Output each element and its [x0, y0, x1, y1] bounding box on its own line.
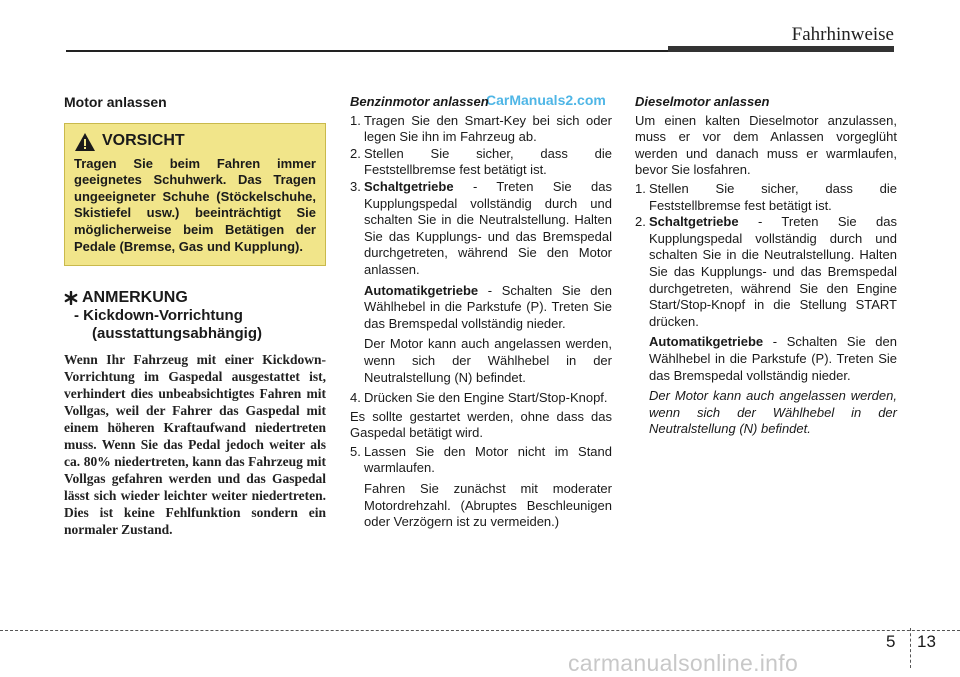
- step-number: 2.: [635, 214, 646, 230]
- petrol-automatic-note: Der Motor kann auch angelassen werden, wenn sich der Wählhebel in der Neutralstellung (N) befindet.: [364, 336, 612, 385]
- header-band: [668, 46, 894, 52]
- petrol-no-gas-note: Es sollte gestartet werden, ohne dass das Gaspedal betätigt wird.: [350, 408, 612, 441]
- automatic-text: - Schalten Sie den Wählhebel in die Parkstufe (P). Treten Sie das Bremspedal vollständig nieder.: [649, 334, 897, 383]
- step-number: 2.: [350, 145, 361, 161]
- warning-body: Tragen Sie beim Fahren immer geeignetes Schuhwerk. Das Tragen ungeeigneter Schuhe (Stöckelschuhe, Skistiefel usw.) beeinträchtigt Sie möglicherweise beim Betätigen der Pedale (Bremse, Gas und Kupplung).: [74, 155, 316, 254]
- step-keyword: Schaltgetriebe: [364, 178, 454, 194]
- column-right: [635, 94, 897, 438]
- step-keyword: Schaltgetriebe: [649, 214, 739, 230]
- step-text: Stellen Sie sicher, dass die Feststellbremse fest betätigt ist.: [649, 180, 897, 213]
- step-number: 5.: [350, 443, 361, 459]
- step-number: 4.: [350, 390, 361, 406]
- step-text-wrap: [649, 214, 897, 330]
- warning-box: [64, 123, 326, 267]
- petrol-automatic: [350, 283, 612, 333]
- note-heading-text: ANMERKUNG: [82, 289, 188, 307]
- petrol-step-4: [350, 390, 612, 407]
- diesel-automatic-note: Der Motor kann auch angelassen werden, wenn sich der Wählhebel in der Neutralstellung (N) befindet.: [649, 388, 897, 437]
- petrol-step-2: [350, 146, 612, 179]
- step-number: 1.: [635, 180, 646, 196]
- page-number: 13: [917, 632, 936, 651]
- diesel-step-2: [635, 214, 897, 330]
- section-title: Motor anlassen: [64, 94, 167, 110]
- warning-heading: [74, 132, 316, 152]
- step-text: Drücken Sie den Engine Start/Stop-Knopf.: [364, 390, 608, 406]
- step-number: 1.: [350, 112, 361, 128]
- footer-rule: [0, 630, 960, 631]
- petrol-title: Benzinmotor anlassen: [350, 94, 489, 109]
- petrol-step-5-note: Fahren Sie zunächst mit moderater Motordrehzahl. (Abruptes Beschleunigen oder Verzögern ist zu vermeiden.): [364, 481, 612, 530]
- warning-heading-text: VORSICHT: [102, 132, 185, 150]
- petrol-step-3: [350, 179, 612, 279]
- column-left: [64, 94, 326, 538]
- step-text: - Treten Sie das Kupplungspedal vollständig durch und schalten Sie in die Neutralstellung. Halten Sie das Kupplungs- und das Bremspedal durchgetreten, während Sie den Motor anlassen.: [364, 178, 612, 277]
- warning-triangle-icon: [74, 132, 96, 152]
- step-text: Stellen Sie sicher, dass die Feststellbremse fest betätigt ist.: [364, 145, 612, 178]
- note-body: Wenn Ihr Fahrzeug mit einer Kickdown-Vorrichtung im Gaspedal ausgestattet ist, verhindert dies unbeabsichtigtes Fahren mit Vollgas, weil der Fahrer das Gaspedal mit einem höheren Kraftaufwand niedertreten muss. Wenn Sie das Pedal jedoch weiter als ca. 80% niedertreten, kann das Fahrzeug mit Vollgas gefahren werden und das Gaspedal lässt sich wieder leichter weiter niedertreten. Dies ist keine Fehlfunktion sondern ein normaler Zustand.: [64, 351, 326, 537]
- step-text: - Treten Sie das Kupplungspedal vollständig durch und schalten Sie in die Neutralstellung. Halten Sie das Kupplungs- und das Bremspedal durchgetreten, während Sie den Engine Start/Stop-Knopf in die Stellung START drücken.: [649, 214, 897, 329]
- petrol-step-5: [350, 444, 612, 477]
- watermark-link[interactable]: CarManuals2.com: [486, 92, 606, 108]
- petrol-step-1: [350, 113, 612, 146]
- note-heading: [64, 290, 326, 307]
- automatic-text: - Schalten Sie den Wählhebel in die Parkstufe (P). Treten Sie das Bremspedal vollständig nieder.: [364, 282, 612, 331]
- diesel-intro: Um einen kalten Dieselmotor anzulassen, muss er vor dem Anlassen vorgeglüht werden und danach muss er warmlaufen, bevor Sie losfahren.: [635, 112, 897, 178]
- automatic-keyword: Automatikgetriebe: [364, 282, 479, 298]
- footer-watermark-link[interactable]: carmanualsonline.info: [568, 650, 799, 676]
- diesel-automatic: [635, 334, 897, 384]
- step-text: Lassen Sie den Motor nicht im Stand warmlaufen.: [364, 443, 612, 476]
- diesel-title: Dieselmotor anlassen: [635, 94, 770, 109]
- note-subtitle-line2: (ausstattungsabhängig): [92, 324, 263, 342]
- asterisk-icon: [64, 291, 78, 305]
- step-text-wrap: [364, 179, 612, 279]
- column-middle: [350, 94, 612, 531]
- footer-divider: [910, 628, 911, 668]
- step-text: Tragen Sie den Smart-Key bei sich oder legen Sie ihn im Fahrzeug ab.: [364, 112, 612, 145]
- note-subtitle-line1: - Kickdown-Vorrichtung: [74, 306, 243, 324]
- step-number: 3.: [350, 178, 361, 194]
- diesel-step-1: [635, 181, 897, 214]
- running-header: Fahrhinweise: [791, 24, 894, 45]
- chapter-number: 5: [886, 632, 896, 651]
- automatic-keyword: Automatikgetriebe: [649, 334, 764, 350]
